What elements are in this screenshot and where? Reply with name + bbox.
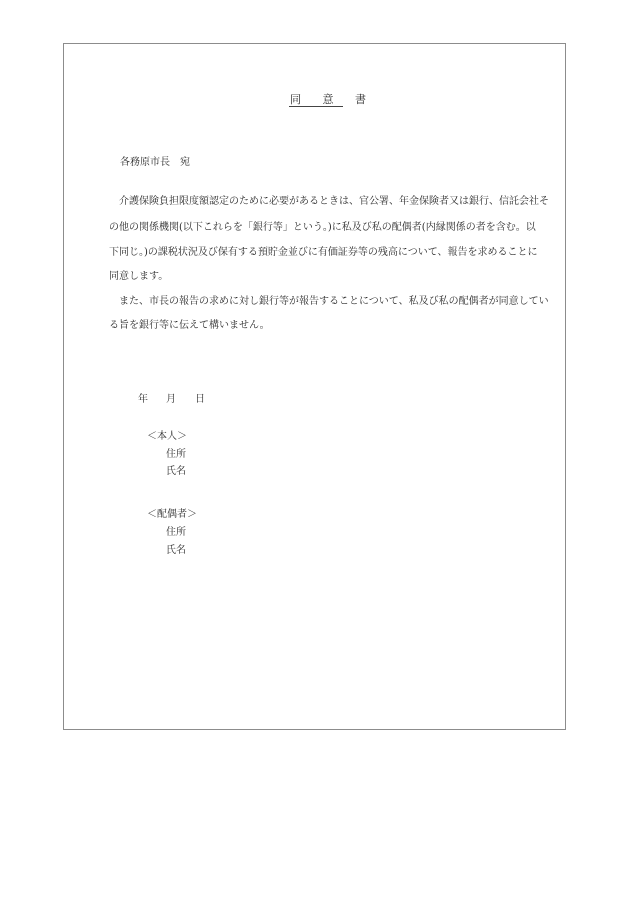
title-underline <box>289 106 343 107</box>
addressee: 各務原市長 宛 <box>120 157 190 168</box>
paragraph-1-line-1: 介護保険負担限度額認定のために必要があるときは、官公署、年金保険者又は銀行、信託会社そ <box>119 196 549 207</box>
paragraph-2-line-2: る旨を銀行等に伝えて構いません。 <box>109 320 270 331</box>
spouse-name-label: 氏名 <box>166 545 186 556</box>
document-page <box>63 43 566 730</box>
applicant-name-label: 氏名 <box>166 466 186 477</box>
spouse-address-label: 住所 <box>166 527 186 538</box>
paragraph-1-line-3: 下同じ。)の課税状況及び保有する預貯金並びに有価証券等の残高について、報告を求めることに <box>109 247 538 258</box>
document-title: 同 意 書 <box>290 93 375 106</box>
spouse-heading: ＜配偶者＞ <box>147 509 197 520</box>
applicant-address-label: 住所 <box>166 449 186 460</box>
paragraph-1-line-4: 同意します。 <box>109 271 169 282</box>
date-year-label: 年 <box>138 394 148 405</box>
date-month-label: 月 <box>166 394 176 405</box>
paragraph-2-line-1: また、市長の報告の求めに対し銀行等が報告することについて、私及び私の配偶者が同意してい <box>119 296 549 307</box>
paragraph-1-line-2: の他の関係機関(以下これらを「銀行等」という。)に私及び私の配偶者(内縁関係の者を含む。以 <box>109 222 536 233</box>
date-day-label: 日 <box>195 394 205 405</box>
applicant-heading: ＜本人＞ <box>147 431 187 442</box>
